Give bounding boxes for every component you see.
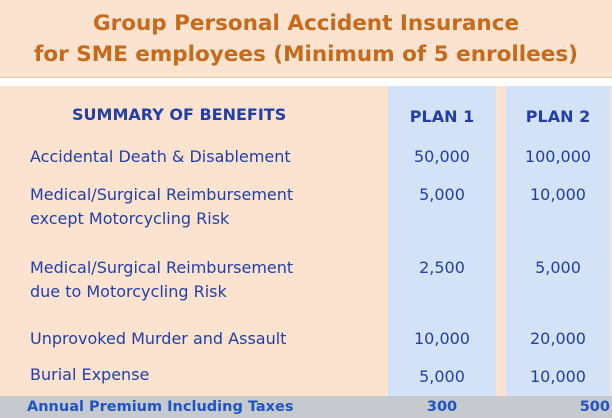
benefit-label-continued: due to Motorcycling Risk <box>30 282 227 301</box>
title-banner <box>0 0 612 78</box>
title-line-2: for SME employees (Minimum of 5 enrollees) <box>34 41 578 67</box>
plan-1-value: 5,000 <box>419 185 465 204</box>
plan-1-value: 2,500 <box>419 258 465 277</box>
summary-of-benefits-heading: SUMMARY OF BENEFITS <box>72 105 287 124</box>
benefit-label-continued: except Motorcycling Risk <box>30 209 230 228</box>
benefit-label: Burial Expense <box>30 365 150 384</box>
plan-1-value: 5,000 <box>419 367 465 386</box>
plan-1-value: 10,000 <box>414 329 470 348</box>
benefit-label: Unprovoked Murder and Assault <box>30 329 287 348</box>
benefit-label: Medical/Surgical Reimbursement <box>30 258 294 277</box>
benefit-label: Accidental Death & Disablement <box>30 147 291 166</box>
plan-2-value: 10,000 <box>530 367 586 386</box>
plan-2-heading: PLAN 2 <box>525 107 591 126</box>
annual-premium-label: Annual Premium Including Taxes <box>27 399 294 415</box>
plan-2-value: 10,000 <box>530 185 586 204</box>
plan-2-value: 5,000 <box>535 258 581 277</box>
plan-1-value: 50,000 <box>414 147 470 166</box>
benefit-label: Medical/Surgical Reimbursement <box>30 185 294 204</box>
plan-1-premium: 300 <box>426 399 458 415</box>
plan-2-value: 20,000 <box>530 329 586 348</box>
title-line-1: Group Personal Accident Insurance <box>92 10 520 36</box>
plan-1-heading: PLAN 1 <box>409 107 475 126</box>
plan-2-value: 100,000 <box>524 147 592 166</box>
plan-2-premium: 500 <box>579 399 610 415</box>
